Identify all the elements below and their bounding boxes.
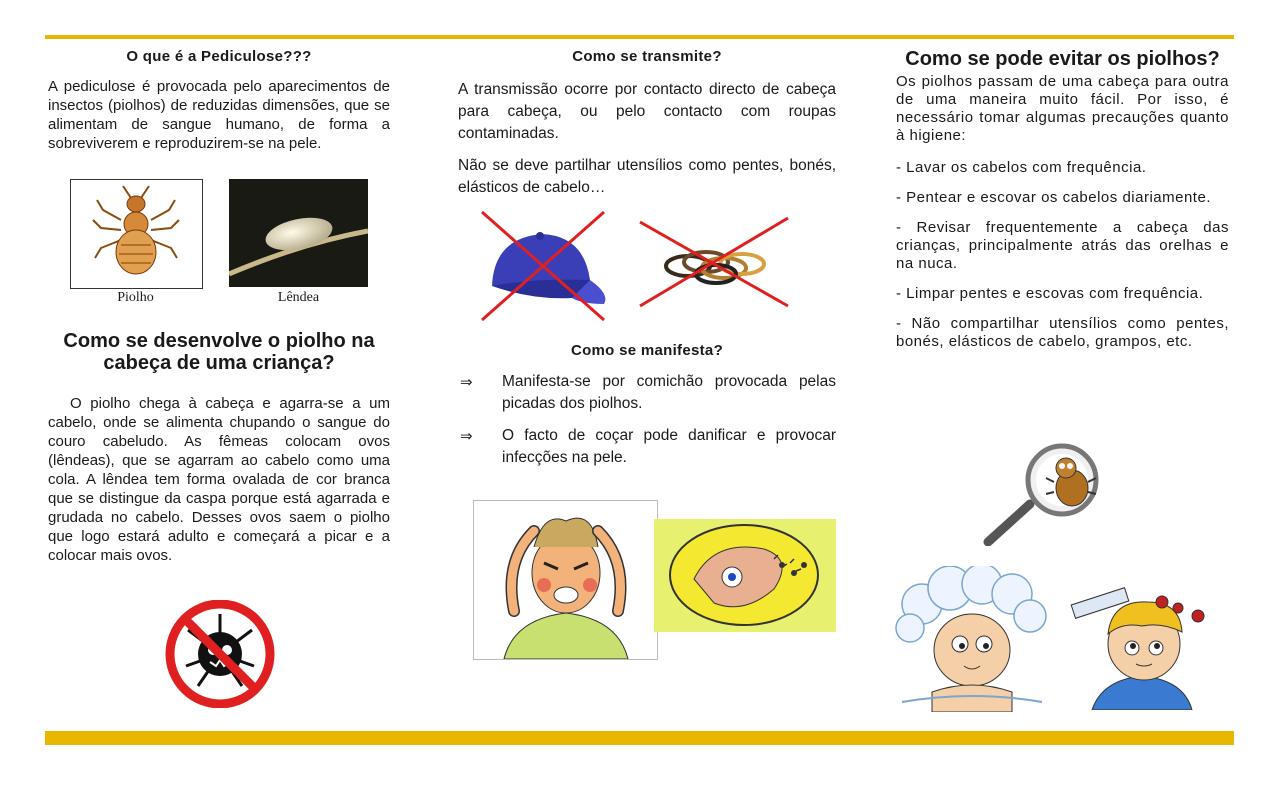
bullet-item	[458, 425, 836, 471]
section-manifestation	[458, 342, 836, 359]
heading-development: Como se desenvolve o piolho na cabeça de uma criança?	[63, 330, 375, 374]
heading-what-is: O que é a Pediculose???	[126, 48, 312, 65]
bullet-item	[458, 371, 836, 417]
boy-washing-hair-image	[892, 566, 1052, 712]
caption-louse: Piolho	[117, 290, 154, 305]
tip-item: - Revisar frequentemente a cabeça das crianças, principalmente atrás das orelhas e na nuca.	[896, 219, 1229, 272]
arrow-bullet-icon: ⇒	[460, 374, 473, 391]
section-development	[48, 330, 390, 565]
para-transmission: A transmissão ocorre por contacto directo de cabeça para cabeça, ou pelo contacto com roupas contaminadas.	[458, 81, 836, 142]
tip-item: - Lavar os cabelos com frequência.	[896, 159, 1147, 176]
column-transmission	[458, 48, 836, 199]
prevention-tips-list	[896, 159, 1229, 351]
tip-item: - Limpar pentes e escovas com frequência.	[896, 285, 1204, 302]
louse-image	[70, 179, 203, 289]
nit-image	[229, 179, 368, 287]
para-what-is: A pediculose é provocada pelo aparecimentos de insectos (piolhos) de reduzidas dimensões, que se alimentam de sangue humano, de forma a sobreviverem e reproduzirem-se na pele.	[48, 78, 390, 152]
heading-prevention: Como se pode evitar os piolhos?	[905, 48, 1220, 70]
heading-transmission: Como se transmite?	[572, 48, 722, 65]
tip-item: - Não compartilhar utensílios como pentes, bonés, elásticos de cabelo, grampos, etc.	[896, 315, 1229, 350]
top-border-bar	[45, 35, 1234, 39]
heading-manifestation: Como se manifesta?	[570, 342, 724, 359]
no-lice-sign-image	[158, 600, 282, 708]
para-no-sharing: Não se deve partilhar utensílios como pentes, bonés, elásticos de cabelo…	[458, 157, 836, 196]
crossed-cap-image	[472, 208, 612, 324]
bullet-list	[458, 371, 836, 471]
bullet-text: Manifesta-se por comichão provocada pelas picadas dos piolhos.	[502, 373, 836, 412]
lice-on-head-image	[654, 519, 836, 632]
magnifying-glass-image	[980, 442, 1100, 546]
boy-combing-lice-image	[1062, 572, 1227, 710]
tip-item: - Pentear e escovar os cabelos diariamente.	[896, 189, 1211, 206]
column-prevention	[896, 48, 1229, 351]
para-development: O piolho chega à cabeça e agarra-se a um cabelo, onde se alimenta chupando o sangue do couro cabeludo. As fêmeas colocam ovos (lêndeas), que se agarram ao cabelo como uma cola. A lêndea tem forma ovalada de cor branca que se distingue da caspa porque está agarrada e grudada no cabelo. Desses ovos saem o piolho que logo estará adulto e começará a picar e a colocar mais ovos.	[48, 395, 390, 564]
bullet-text: O facto de coçar pode danificar e provocar infecções na pele.	[502, 427, 836, 466]
column-what-is	[48, 48, 390, 153]
scratching-boy-image	[473, 500, 658, 660]
caption-nit: Lêndea	[277, 290, 320, 305]
bottom-border-bar	[45, 731, 1234, 745]
para-prevention-intro: Os piolhos passam de uma cabeça para outra de uma maneira muito fácil. Por isso, é necessário tomar algumas precauções quanto à higiene:	[896, 73, 1229, 144]
crossed-hair-elastics-image	[638, 216, 790, 308]
arrow-bullet-icon: ⇒	[460, 428, 473, 445]
